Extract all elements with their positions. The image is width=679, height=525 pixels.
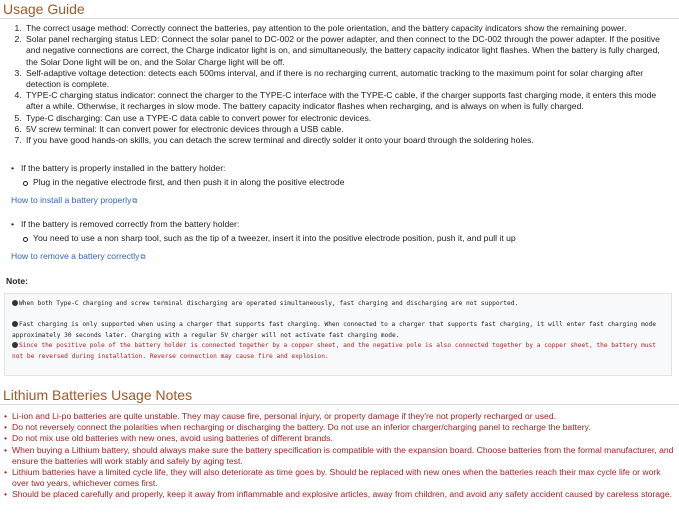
note-code-block (4, 293, 672, 376)
black-circle-icon (12, 300, 18, 306)
usage-step: 5. Type-C discharging: Can use a TYPE-C data cable to convert power for electronic devices. (24, 113, 674, 124)
black-circle-icon (12, 342, 18, 348)
usage-guide-heading: Usage Guide (3, 1, 85, 17)
lithium-notes-heading: Lithium Batteries Usage Notes (3, 387, 193, 403)
note-line-1-text: When both Type-C charging and screw terminal discharging are operated simultaneously, fast charging and discharging are not supported. (19, 300, 519, 307)
note-line (12, 320, 665, 341)
usage-step: 4. TYPE-C charging status indicator: connect the charger to the TYPE-C interface with the TYPE-C cable, if the charger supports fast charging mode, it enters this mode after a while. Otherwise, it recharges in slow mode. The battery capacity indicator flashes when recharging, and is always on when is fully charged. (24, 90, 674, 112)
heading-divider (0, 18, 679, 19)
lithium-note-item: • Lithium batteries have a limited cycle life, they will also deteriorate as time goes by. Should be replaced with new ones when the batteries reach their max cycle life or work over two years, whichever comes first. (3, 467, 675, 489)
usage-step: 2. Solar panel recharging status LED: Connect the solar panel to DC-002 or the power adapter, and then connect to the DC-002 through the power adapter. If the positive and negative connections are correct, the Charge indicator light is on, and simultaneously, the battery capacity indicator light flashes. When the battery is fully charged, the Solar Done light will be on, and the Solar Charge light will be off. (24, 34, 674, 68)
lithium-note-item: • Should be placed carefully and properly, keep it away from inflammable and explosive articles, away from children, and avoid any safety accident caused by careless storage. (3, 489, 675, 500)
external-link-icon: ⧉ (140, 254, 146, 261)
lithium-note-item: • Do not reversely connect the polarities when recharging or discharging the battery. Do not use an inferior charger/charging panel to recharge the battery. (3, 422, 675, 433)
remove-sub-bullet: You need to use a non sharp tool, such as the tip of a tweezer, insert it into the positive electrode position, push it, and pull it up (11, 233, 671, 244)
note-line-2-text: Fast charging is only supported when using a charger that supports fast charging. When connected to a charger that supports fast charging, it will enter fast charging mode approximately 30 seconds later. Charging with a regular 5V charger will not activate fast charging mode. (12, 321, 657, 339)
lithium-note-item: • Li-ion and Li-po batteries are quite unstable. They may cause fire, personal injury, or property damage if they're not properly recharged or used. (3, 411, 675, 422)
install-bullet: • If the battery is properly installed in the battery holder: (11, 163, 671, 174)
remove-link-text: How to remove a battery correctly (11, 251, 140, 261)
usage-step: 1. The correct usage method: Correctly connect the batteries, pay attention to the pole orientation, and the battery capacity indicators show the remaining power. (24, 23, 674, 34)
external-link-icon: ⧉ (132, 198, 138, 205)
lithium-notes-list (3, 411, 675, 501)
usage-step: 6. 5V screw terminal: It can convert power for electronic devices through a USB cable. (24, 124, 674, 135)
install-bullet-group (11, 163, 671, 188)
black-circle-icon (12, 321, 18, 327)
usage-step: 3. Self-adaptive voltage detection: detects each 500ms interval, and if there is no recharging current, automatic tracking to the maximum point for solar charging after detection is complete. (24, 68, 674, 90)
lithium-note-item: • When buying a Lithium battery, should always make sure the battery specification is compatible with the expansion board. Choose batteries from the formal manufacturer, and ensure the batteries will work stably and safely by aging test. (3, 445, 675, 467)
note-label: Note: (6, 276, 28, 286)
note-warning-line (12, 341, 665, 362)
remove-battery-link[interactable] (11, 251, 145, 263)
remove-bullet: • If the battery is removed correctly from the battery holder: (11, 219, 671, 230)
remove-bullet-group (11, 219, 671, 244)
install-link-text: How to install a battery properly (11, 195, 132, 205)
install-sub-bullet: Plug in the negative electrode first, and then push it in along the positive electrode (11, 177, 671, 188)
usage-step: 7. If you have good hands-on skills, you can detach the screw terminal and directly solder it onto your board through the soldering holes. (24, 135, 674, 146)
note-line (12, 299, 665, 310)
install-battery-link[interactable] (11, 195, 137, 207)
heading-divider (0, 404, 679, 405)
lithium-note-item: • Do not mix use old batteries with new ones, avoid using batteries of different brands. (3, 433, 675, 444)
note-line-3-text: Since the positive pole of the battery holder is connected together by a copper sheet, and the negative pole is also connected together by a copper sheet, the battery must not be reversed during installation. Reverse connection may cause fire and explosion. (12, 342, 657, 360)
usage-steps-list (24, 23, 674, 146)
